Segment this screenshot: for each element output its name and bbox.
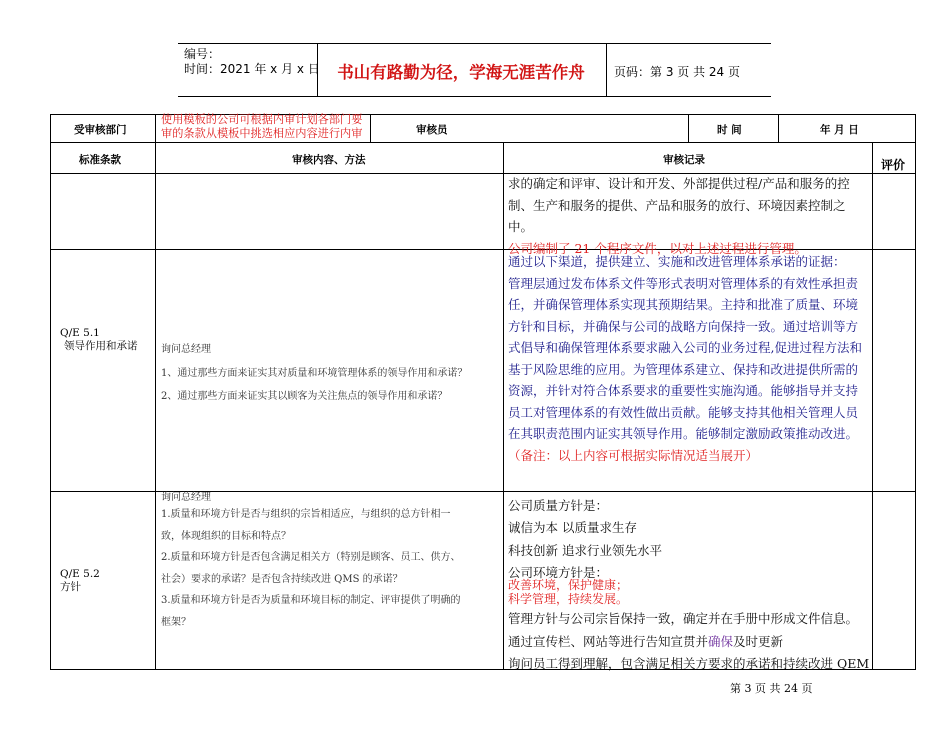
question-line: 1.质量和环境方针是否与组织的宗旨相适应，与组织的总方针相一 bbox=[161, 509, 451, 520]
clause-code: Q/E 5.1 bbox=[60, 327, 100, 339]
record-cell bbox=[508, 251, 862, 466]
record-text-highlight: 确保 bbox=[708, 634, 734, 649]
table-border bbox=[778, 114, 779, 143]
table-border bbox=[872, 142, 873, 670]
record-line: 中。 bbox=[508, 219, 534, 234]
question-line: 1、通过那些方面来证实其对质量和环境管理体系的领导作用和承诺？ bbox=[161, 368, 468, 379]
record-line bbox=[508, 632, 783, 650]
clause-name: 方针 bbox=[60, 581, 81, 593]
ask-label: 询问总经理 bbox=[161, 344, 211, 355]
record-note: （备注：以上内容可根据实际情况适当展开） bbox=[508, 447, 759, 463]
record-header: 审核记录 bbox=[663, 154, 705, 166]
auditor-label: 审核员 bbox=[416, 124, 448, 136]
document-time-label: 时间：2021 年 x 月 x 日 bbox=[184, 62, 320, 76]
env-policy-label: 公司环境方针是： bbox=[508, 565, 609, 580]
table-border bbox=[155, 114, 156, 670]
quality-policy-line: 科技创新 追求行业领先水平 bbox=[508, 543, 662, 558]
env-policy bbox=[508, 578, 628, 606]
question-line: 3.质量和环境方针是否为质量和环境目标的制定、评审提供了明确的 bbox=[161, 595, 461, 606]
record-line: 方针和目标，并确保与公司的战略方向保持一致。通过培训等方 bbox=[508, 318, 859, 334]
record-line: 询问员工得到理解，包含满足相关方要求的承诺和持续改进 QEM bbox=[508, 656, 870, 671]
env-policy-line: 科学管理，持续发展。 bbox=[508, 592, 629, 606]
question-line: 2.质量和环境方针是否包含满足相关方（特别是顾客、员工、供方、 bbox=[161, 552, 461, 563]
quality-policy-line: 诚信为本 以质量求生存 bbox=[508, 520, 637, 535]
record-line: 式倡导和确保管理体系要求融入公司的业务过程,促进过程方法和 bbox=[508, 340, 862, 355]
clause-header: 标准条款 bbox=[79, 154, 121, 166]
record-line: 管理层通过发布体系文件等形式表明对管理体系的有效性承担责 bbox=[508, 275, 859, 291]
document-number-label: 编号： bbox=[184, 47, 221, 61]
record-line: 在其职责范围内证实其领导作用。能够制定激励政策推动改进。 bbox=[508, 426, 859, 441]
table-border bbox=[503, 142, 504, 670]
table-border bbox=[688, 114, 689, 143]
record-line: 任，并确保管理体系实现其预期结果。主持和批准了质量、环境 bbox=[508, 297, 859, 312]
question-line: 致，体现组织的目标和特点？ bbox=[161, 530, 291, 542]
content-header: 审核内容、方法 bbox=[292, 154, 366, 166]
record-line-red: 公司编制了 21 个程序文件，以对上述过程进行管理。 bbox=[508, 240, 807, 256]
record-line: 通过以下渠道，提供建立、实施和改进管理体系承诺的证据： bbox=[508, 254, 846, 269]
audit-table bbox=[50, 114, 916, 670]
ask-label: 询问总经理 bbox=[161, 492, 211, 503]
record-line: 资源，并针对符合体系要求的重要性实施沟通。能够指导并支持 bbox=[508, 383, 859, 398]
dept-note-line: 使用模板的公司可根据内审计划各部门要 bbox=[161, 113, 363, 126]
header-divider bbox=[606, 44, 607, 96]
clause-cell bbox=[60, 327, 138, 353]
date-label: 年 月 日 bbox=[820, 124, 859, 136]
question-line: 2、通过那些方面来证实其以顾客为关注焦点的领导作用和承诺？ bbox=[161, 391, 448, 402]
dept-note bbox=[161, 113, 362, 141]
table-border bbox=[50, 142, 916, 143]
record-line: 制、生产和服务的提供、产品和服务的放行、环境因素控制之 bbox=[508, 197, 846, 213]
record-line: 员工对管理体系的有效性做出贡献。能够支持其他相关管理人员 bbox=[508, 404, 859, 420]
header-slogan: 书山有路勤为径，学海无涯苦作舟 bbox=[337, 63, 585, 82]
dept-note-line: 审的条款从模板中挑选相应内容进行内审 bbox=[161, 127, 363, 140]
env-policy-line: 改善环境，保护健康； bbox=[508, 578, 629, 592]
question-line: 框架？ bbox=[161, 616, 191, 628]
clause-code: Q/E 5.2 bbox=[60, 568, 100, 580]
header-page-label: 页码：第 3 页 共 24 页 bbox=[614, 65, 740, 79]
record-line: 管理方针与公司宗旨保持一致，确定并在手册中形成文件信息。 bbox=[508, 611, 859, 626]
dept-label: 受审核部门 bbox=[74, 124, 127, 136]
table-border bbox=[370, 114, 371, 143]
header-meta bbox=[184, 47, 320, 77]
table-border bbox=[50, 114, 51, 670]
quality-policy-label: 公司质量方针是： bbox=[508, 498, 609, 513]
document-header bbox=[178, 43, 771, 97]
time-label: 时 间 bbox=[717, 124, 742, 136]
record-line: 求的确定和评审、设计和开发、外部提供过程/产品和服务的控 bbox=[508, 176, 850, 191]
clause-name: 领导作用和承诺 bbox=[64, 340, 138, 352]
question-line: 社会）要求的承诺？是否包含持续改进 QMS 的承诺？ bbox=[161, 573, 403, 585]
page-footer: 第 3 页 共 24 页 bbox=[730, 682, 813, 695]
record-text: 及时更新 bbox=[733, 634, 784, 649]
record-cell bbox=[508, 173, 850, 259]
record-line: 基于风险思维的应用。为管理体系建立、保持和改进提供所需的 bbox=[508, 361, 859, 377]
clause-cell bbox=[60, 568, 100, 594]
eval-header: 评价 bbox=[881, 158, 906, 172]
table-border bbox=[915, 114, 916, 670]
question-cell bbox=[161, 491, 461, 633]
record-text: 通过宣传栏、网站等进行告知宣贯并 bbox=[508, 634, 709, 649]
